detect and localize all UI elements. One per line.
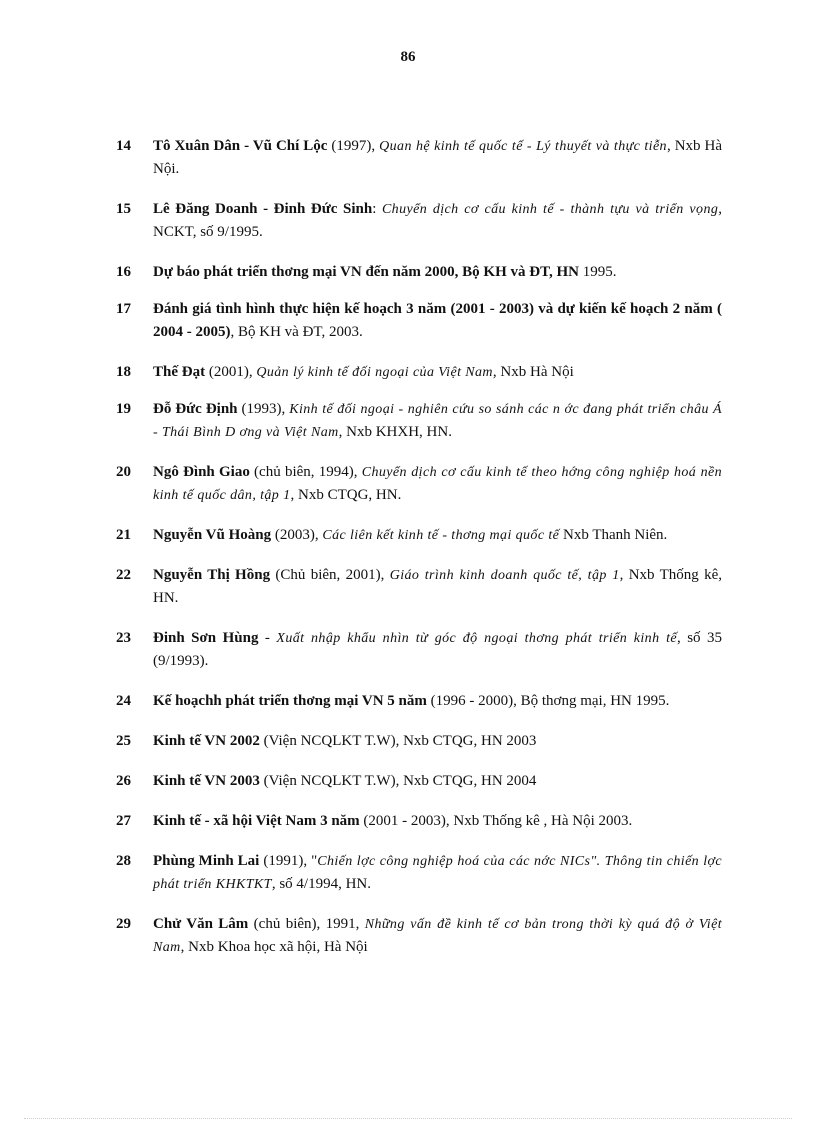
reference-item bbox=[116, 810, 722, 833]
reference-title: Các liên kết kinh tế - thơng mại quốc tế bbox=[322, 528, 560, 543]
reference-number: 15 bbox=[116, 201, 131, 217]
reference-year: (2001 - 2003), Nxb Thống kê , Hà Nội 2003. bbox=[359, 813, 633, 829]
reference-title: Quan hệ kinh tế quốc tế - Lý thuyết và thực tiễn bbox=[379, 139, 667, 154]
reference-item bbox=[116, 298, 722, 344]
reference-item bbox=[116, 524, 722, 547]
reference-number: 27 bbox=[116, 813, 131, 829]
reference-number: 28 bbox=[116, 853, 131, 869]
reference-number: 17 bbox=[116, 301, 131, 317]
reference-author: Tô Xuân Dân - Vũ Chí Lộc bbox=[153, 138, 328, 154]
reference-title: Chiến lợc công nghiệp hoá của các nớc NICs". Thông tin chiến lợc phát triển KHKTKT bbox=[153, 854, 722, 892]
reference-title: Giáo trình kinh doanh quốc tế, tập 1 bbox=[389, 568, 620, 583]
reference-title: Kinh tế đối ngoại - nghiên cứu so sánh các n ớc đang phát triển châu Á - Thái Bình D ơng và Việt Nam bbox=[153, 402, 722, 440]
reference-year: - bbox=[258, 630, 277, 646]
reference-author: Nguyễn Thị Hồng bbox=[153, 567, 271, 583]
reference-publisher: , Nxb Thống kê, HN. bbox=[153, 567, 722, 606]
reference-year: (1997), bbox=[327, 138, 380, 154]
reference-number: 16 bbox=[116, 264, 131, 280]
reference-year: (Chủ biên, 2001), bbox=[270, 567, 390, 583]
reference-title: Chuyển dịch cơ cấu kinh tế theo hớng công nghiệp hoá nền kinh tế quốc dân, tập 1 bbox=[153, 465, 723, 503]
reference-number: 22 bbox=[116, 567, 131, 583]
reference-author: Nguyễn Vũ Hoàng bbox=[153, 527, 272, 543]
reference-item bbox=[116, 261, 722, 284]
reference-year: (1993), bbox=[237, 401, 290, 417]
reference-title: Xuất nhập khẩu nhìn từ góc độ ngoại thơng phát triển kinh tế bbox=[276, 631, 677, 646]
reference-publisher: 1995. bbox=[578, 264, 617, 280]
reference-year: (2001), bbox=[205, 364, 257, 380]
reference-item bbox=[116, 690, 722, 713]
reference-number: 29 bbox=[116, 916, 131, 932]
reference-year: (Viện NCQLKT T.W), Nxb CTQG, HN 2003 bbox=[259, 733, 537, 749]
reference-publisher: , số 4/1994, HN. bbox=[271, 876, 371, 892]
reference-author: Kế hoạchh phát triển thơng mại VN 5 năm bbox=[153, 693, 427, 709]
reference-author: Đánh giá tình hình thực hiện kế hoạch 3 năm (2001 - 2003) và dự kiến kế hoạch 2 năm ( 2004 - 2005) bbox=[153, 301, 722, 340]
reference-item bbox=[116, 564, 722, 610]
reference-item bbox=[116, 770, 722, 793]
reference-item bbox=[116, 850, 722, 896]
reference-number: 14 bbox=[116, 138, 131, 154]
reference-year: (chủ biên, 1994), bbox=[249, 464, 362, 480]
reference-number: 19 bbox=[116, 401, 131, 417]
reference-publisher: , Nxb Hà Nội bbox=[492, 364, 574, 380]
reference-author: Chử Văn Lâm bbox=[153, 916, 249, 932]
reference-item bbox=[116, 198, 722, 244]
reference-title: Chuyển dịch cơ cấu kinh tế - thành tựu và triển vọng bbox=[381, 202, 719, 217]
reference-author: Kinh tế VN 2003 bbox=[153, 773, 260, 789]
reference-item bbox=[116, 135, 722, 181]
reference-number: 20 bbox=[116, 464, 131, 480]
reference-author: Ngô Đình Giao bbox=[153, 464, 250, 480]
reference-item bbox=[116, 361, 722, 384]
reference-item bbox=[116, 627, 722, 673]
reference-number: 18 bbox=[116, 364, 131, 380]
page-number: 86 bbox=[400, 49, 416, 65]
reference-author: Đỗ Đức Định bbox=[153, 401, 238, 417]
reference-author: Kinh tế VN 2002 bbox=[153, 733, 260, 749]
reference-year: (Viện NCQLKT T.W), Nxb CTQG, HN 2004 bbox=[259, 773, 537, 789]
reference-item bbox=[116, 461, 722, 507]
reference-year: (chủ biên), 1991, bbox=[248, 916, 365, 932]
reference-publisher: , Bộ KH và ĐT, 2003. bbox=[230, 324, 363, 340]
reference-publisher: Nxb Thanh Niên. bbox=[559, 527, 668, 543]
reference-title: Những vấn đề kinh tế cơ bản trong thời kỳ quá độ ở Việt Nam bbox=[153, 917, 722, 955]
reference-year: (1991), " bbox=[259, 853, 318, 869]
reference-item bbox=[116, 398, 722, 444]
reference-author: Lê Đăng Doanh - Đinh Đức Sinh bbox=[153, 201, 373, 217]
reference-publisher: , Nxb CTQG, HN. bbox=[290, 487, 402, 503]
reference-number: 24 bbox=[116, 693, 131, 709]
reference-publisher: , NCKT, số 9/1995. bbox=[153, 201, 722, 240]
reference-item bbox=[116, 913, 722, 959]
reference-number: 26 bbox=[116, 773, 131, 789]
reference-author: Thế Đạt bbox=[153, 364, 206, 380]
reference-year: : bbox=[372, 201, 382, 217]
reference-publisher: , Nxb KHXH, HN. bbox=[338, 424, 452, 440]
reference-year: (1996 - 2000), Bộ thơng mại, HN 1995. bbox=[426, 693, 670, 709]
reference-author: Đinh Sơn Hùng bbox=[153, 630, 259, 646]
reference-publisher: , Nxb Hà Nội. bbox=[153, 138, 722, 177]
reference-title: Quản lý kinh tế đối ngoại của Việt Nam bbox=[256, 365, 493, 380]
reference-item bbox=[116, 730, 722, 753]
reference-publisher: , số 35 (9/1993). bbox=[153, 630, 722, 669]
reference-author: Kinh tế - xã hội Việt Nam 3 năm bbox=[153, 813, 360, 829]
reference-author: Phùng Minh Lai bbox=[153, 853, 260, 869]
reference-number: 21 bbox=[116, 527, 131, 543]
reference-publisher: , Nxb Khoa học xã hội, Hà Nội bbox=[180, 939, 368, 955]
reference-list bbox=[116, 135, 722, 976]
reference-number: 25 bbox=[116, 733, 131, 749]
reference-author: Dự báo phát triển thơng mại VN đến năm 2000, Bộ KH và ĐT, HN bbox=[153, 264, 579, 280]
page-bottom-rule bbox=[24, 1118, 792, 1119]
reference-number: 23 bbox=[116, 630, 131, 646]
reference-year: (2003), bbox=[271, 527, 323, 543]
